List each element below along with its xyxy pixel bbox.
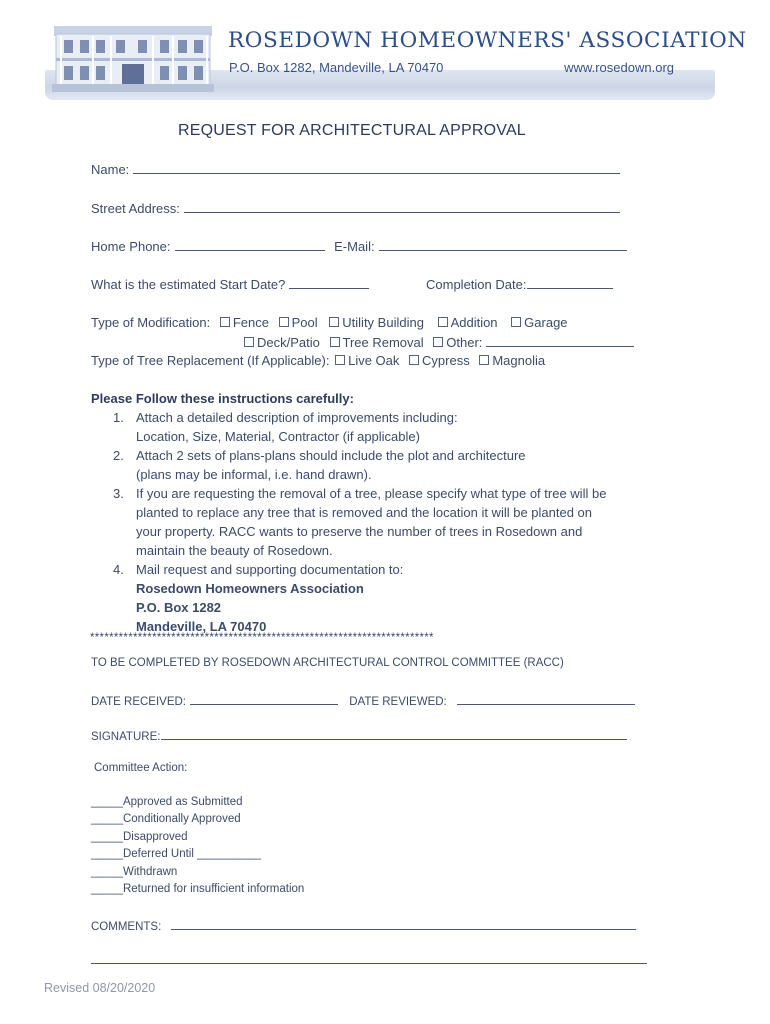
dates-row (91, 276, 369, 292)
form-title: REQUEST FOR ARCHITECTURAL APPROVAL (178, 122, 526, 139)
pool-option: Pool (291, 315, 318, 330)
instruction-line: planted to replace any tree that is removed and the location it will be planted on (136, 505, 593, 520)
name-row (91, 161, 620, 177)
modification-row-2 (238, 334, 634, 350)
action-approved[interactable]: _____Approved as Submitted (91, 796, 243, 808)
instruction-line: Attach 2 sets of plans-plans should include the plot and architecture (136, 448, 526, 463)
cypress-checkbox[interactable] (409, 355, 419, 365)
signature-label: SIGNATURE: (91, 731, 161, 743)
instruction-line: your property. RACC wants to preserve the number of trees in Rosedown and (136, 524, 583, 539)
tree-row (91, 353, 545, 368)
organization-name: ROSEDOWN HOMEOWNERS' ASSOCIATION (228, 28, 747, 53)
organization-address: P.O. Box 1282, Mandeville, LA 70470 (229, 60, 444, 75)
signature-row (91, 727, 627, 743)
garage-option: Garage (524, 315, 568, 330)
action-disapproved[interactable]: _____Disapproved (91, 831, 188, 843)
live-oak-option: Live Oak (348, 353, 400, 368)
date-received-label: DATE RECEIVED: (91, 696, 186, 708)
action-conditionally-approved[interactable]: _____Conditionally Approved (91, 813, 241, 825)
other-field[interactable] (486, 334, 634, 347)
organization-website[interactable]: www.rosedown.org (564, 60, 674, 75)
committee-heading: TO BE COMPLETED BY ROSEDOWN ARCHITECTURAL CONTROL COMMITTEE (RACC) (91, 657, 564, 669)
start-date-label: What is the estimated Start Date? (91, 277, 286, 292)
email-field[interactable] (379, 238, 627, 251)
house-logo (52, 24, 214, 94)
comments-row-2 (91, 951, 647, 967)
phone-label: Home Phone: (91, 239, 171, 254)
instruction-line: (plans may be informal, i.e. hand drawn). (136, 467, 372, 482)
magnolia-option: Magnolia (492, 353, 546, 368)
name-label: Name: (91, 162, 130, 177)
date-reviewed-field[interactable] (457, 692, 635, 705)
street-label: Street Address: (91, 201, 180, 216)
instruction-number: 1. (113, 410, 124, 425)
date-reviewed-label: DATE REVIEWED: (349, 696, 447, 708)
instruction-number: 3. (113, 486, 124, 501)
comments-label: COMMENTS: (91, 921, 162, 933)
comments-field-2[interactable] (91, 951, 647, 964)
cypress-option: Cypress (422, 353, 470, 368)
comments-field[interactable] (171, 917, 636, 930)
instruction-line: Mail request and supporting documentation to: (136, 562, 404, 577)
utility-building-checkbox[interactable] (329, 317, 339, 327)
modification-label: Type of Modification: (91, 315, 211, 330)
deck-patio-checkbox[interactable] (244, 337, 254, 347)
date-received-field[interactable] (190, 692, 338, 705)
name-field[interactable] (133, 161, 620, 174)
other-checkbox[interactable] (433, 337, 443, 347)
email-label: E-Mail: (334, 239, 375, 254)
instruction-line: If you are requesting the removal of a tree, please specify what type of tree will be (136, 486, 607, 501)
utility-building-option: Utility Building (342, 315, 424, 330)
instruction-line: Attach a detailed description of improvements including: (136, 410, 458, 425)
tree-label: Type of Tree Replacement (If Applicable): (91, 353, 330, 368)
tree-removal-checkbox[interactable] (330, 337, 340, 347)
live-oak-checkbox[interactable] (335, 355, 345, 365)
instructions-heading: Please Follow these instructions carefully: (91, 391, 354, 406)
mail-to-box: P.O. Box 1282 (136, 600, 222, 615)
date-received-row (91, 692, 635, 708)
action-withdrawn[interactable]: _____Withdrawn (91, 866, 178, 878)
street-field[interactable] (184, 200, 620, 213)
separator-line: ************************************************************************ (90, 632, 434, 644)
committee-action-label: Committee Action: (94, 762, 188, 774)
completion-date-label: Completion Date: (426, 277, 527, 292)
street-row (91, 200, 620, 216)
action-deferred[interactable]: _____Deferred Until __________ (91, 848, 262, 860)
addition-option: Addition (450, 315, 498, 330)
garage-checkbox[interactable] (511, 317, 521, 327)
instruction-line: Location, Size, Material, Contractor (if applicable) (136, 429, 420, 444)
fence-checkbox[interactable] (220, 317, 230, 327)
completion-date-field[interactable] (527, 276, 613, 289)
instruction-number: 4. (113, 562, 124, 577)
tree-removal-option: Tree Removal (342, 335, 424, 350)
modification-row (91, 315, 568, 330)
start-date-field[interactable] (289, 276, 369, 289)
fence-option: Fence (232, 315, 269, 330)
phone-field[interactable] (175, 238, 325, 251)
letterhead (0, 10, 770, 100)
instruction-line: maintain the beauty of Rosedown. (136, 543, 333, 558)
instruction-number: 2. (113, 448, 124, 463)
addition-checkbox[interactable] (438, 317, 448, 327)
mail-to-name: Rosedown Homeowners Association (136, 581, 364, 596)
comments-row (91, 917, 636, 933)
magnolia-checkbox[interactable] (479, 355, 489, 365)
mail-to-city: Mandeville, LA 70470 (136, 619, 267, 634)
deck-patio-option: Deck/Patio (257, 335, 320, 350)
revision-date: Revised 08/20/2020 (44, 981, 156, 995)
signature-field[interactable] (161, 727, 627, 740)
completion-row (426, 276, 613, 292)
action-returned[interactable]: _____Returned for insufficient information (91, 883, 305, 895)
other-option: Other: (446, 335, 483, 350)
pool-checkbox[interactable] (279, 317, 289, 327)
contact-row (91, 238, 627, 254)
